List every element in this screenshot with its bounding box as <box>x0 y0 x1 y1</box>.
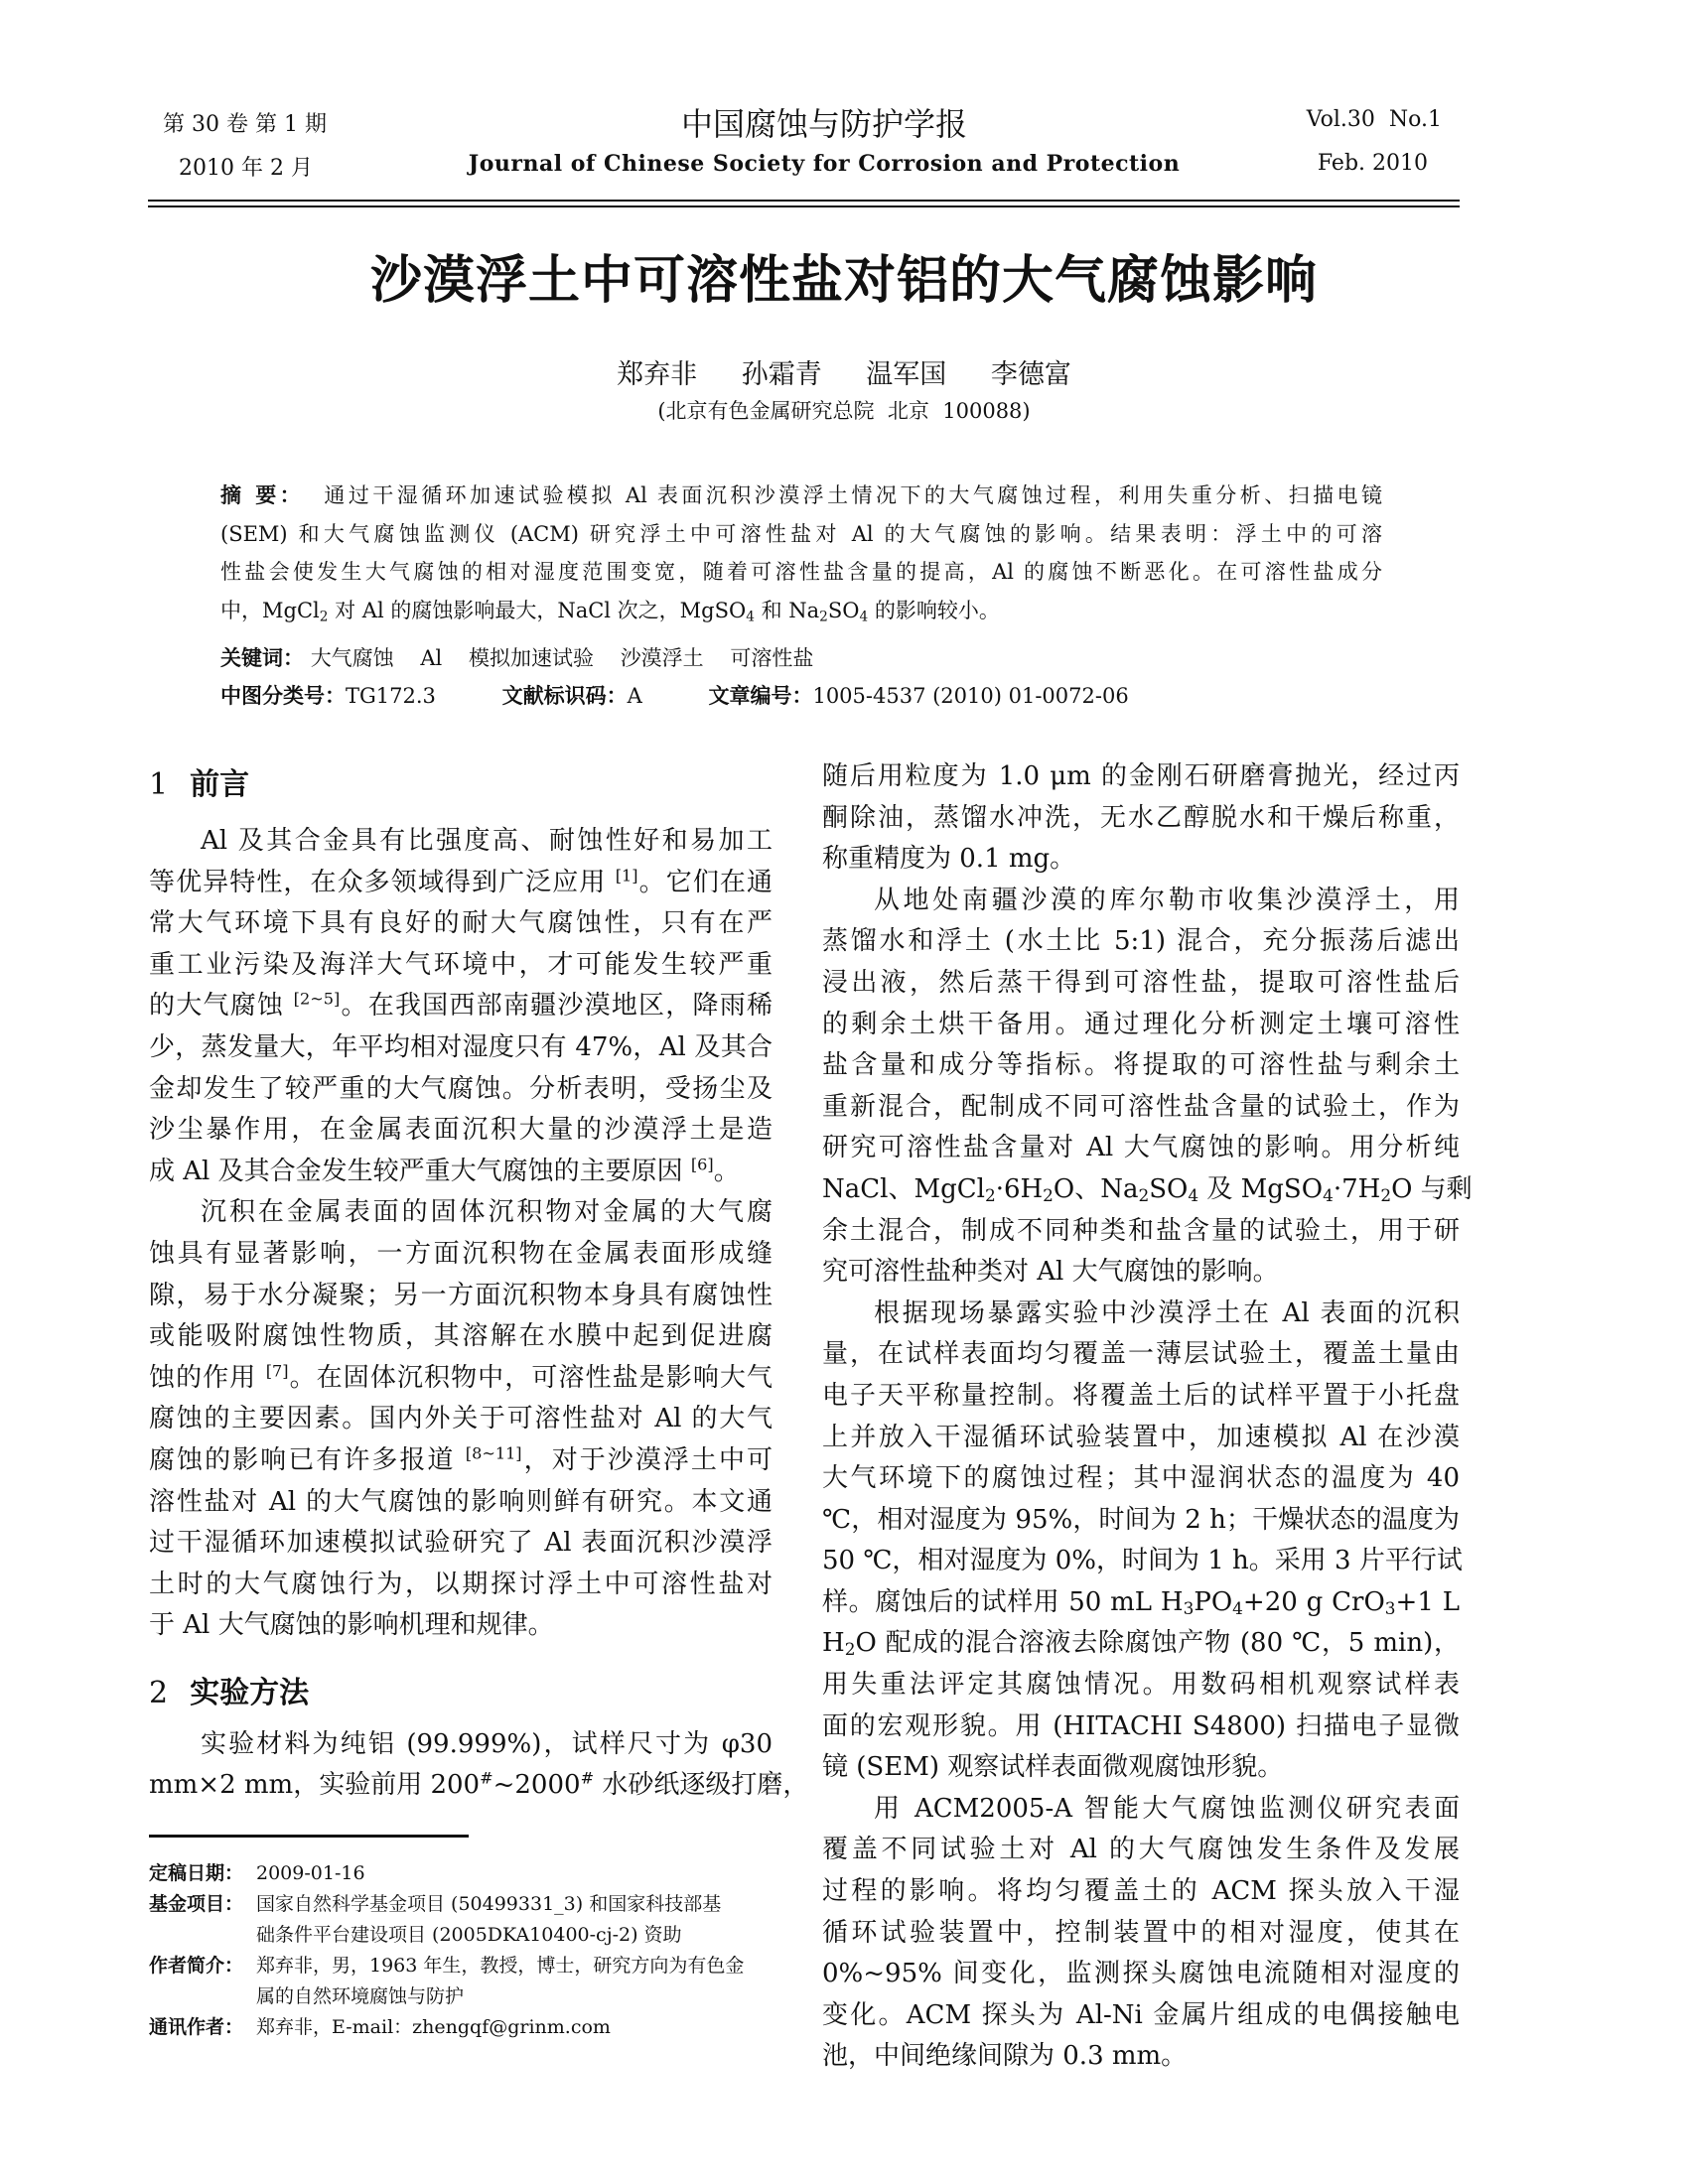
keywords <box>220 642 813 672</box>
paragraph <box>822 1789 1460 2078</box>
text-line: 等优异特性，在众多领域得到广泛应用 [1]。它们在通 <box>149 865 773 897</box>
text-line: 沉积在金属表面的固体沉积物对金属的大气腐 <box>201 1197 773 1228</box>
text-line: 腐蚀的影响已有许多报道 [8~11]，对于沙漠浮土中可 <box>149 1443 773 1475</box>
author: 郑弃非 <box>617 359 698 390</box>
text-line: 盐含量和成分等指标。将提取的可溶性盐与剩余土 <box>822 1050 1460 1081</box>
text-line: 实验材料为纯铝 (99.999%)，试样尺寸为 φ30 <box>201 1728 773 1759</box>
abstract-label: 摘 要： <box>220 483 305 507</box>
journal-title-en: Journal of Chinese Society for Corrosion and Protection <box>468 151 1181 177</box>
classification-info <box>220 680 1129 710</box>
author: 李德富 <box>990 359 1071 390</box>
abstract-line: 通过干湿循环加速试验模拟 Al 表面沉积沙漠浮土情况下的大气腐蚀过程，利用失重分析、扫描电镜 <box>324 483 1383 507</box>
footnote-label: 基金项目： <box>149 1893 244 1915</box>
text-line: 0%~95% 间变化，监测探头腐蚀电流随相对湿度的 <box>822 1959 1460 1989</box>
text-line: 镜 (SEM) 观察试样表面微观腐蚀形貌。 <box>822 1752 1284 1783</box>
text-line: 面的宏观形貌。用 (HITACHI S4800) 扫描电子显微 <box>822 1710 1460 1741</box>
text-line: 究可溶性盐种类对 Al 大气腐蚀的影响。 <box>822 1257 1279 1288</box>
text-line: 余土混合，制成不同种类和盐含量的试验土，用于研 <box>822 1215 1460 1246</box>
text-line: 沙尘暴作用，在金属表面沉积大量的沙漠浮土是造 <box>149 1115 773 1146</box>
text-line: 腐蚀的主要因素。国内外关于可溶性盐对 Al 的大气 <box>149 1404 773 1434</box>
section-heading-2 <box>149 1669 773 1718</box>
footnote-text: 础条件平台建设项目 (2005DKA10400-cj-2) 资助 <box>256 1924 682 1946</box>
abstract-line: 中，MgCl$_2$ 对 Al 的腐蚀影响最大，NaCl 次之，MgSO$_4$ 和 $Na_2SO_4$ 的影响较小。 <box>220 598 1000 625</box>
text-line: 变化。ACM 探头为 Al-Ni 金属片组成的电偶接触电 <box>822 1999 1460 2030</box>
abstract-line: (SEM) 和大气腐蚀监测仪 (ACM) 研究浮土中可溶性盐对 Al 的大气腐蚀的影响。结果表明：浮土中的可溶 <box>220 521 1382 546</box>
left-column <box>149 760 809 1807</box>
journal-title-cn: 中国腐蚀与防护学报 <box>680 105 967 143</box>
keywords-label: 关键词： <box>220 646 304 670</box>
text-line: 的大气腐蚀 [2~5]。在我国西部南疆沙漠地区，降雨稀 <box>149 989 773 1022</box>
keyword: Al <box>420 646 443 670</box>
text-line: 蚀的作用 [7]。在固体沉积物中，可溶性盐是影响大气 <box>149 1361 773 1393</box>
text-line: 过干湿循环加速模拟试验研究了 Al 表面沉积沙漠浮 <box>149 1528 773 1559</box>
footnote-text: 国家自然科学基金项目 (50499331_3) 和国家科技部基 <box>256 1893 722 1915</box>
footnote-row <box>149 1920 765 1951</box>
text-line: 隙，易于水分凝聚；另一方面沉积物本身具有腐蚀性 <box>149 1280 773 1310</box>
section-number: 2 <box>149 1675 169 1710</box>
footnote-text: 郑弃非，E-mail：zhengqf@grinm.com <box>256 2016 611 2038</box>
header-rule-bottom <box>148 205 1460 207</box>
text-line: 上并放入干湿循环试验装置中，加速模拟 Al 在沙漠 <box>822 1422 1460 1452</box>
paragraph <box>149 821 773 1192</box>
text-line: 蚀具有显著影响，一方面沉积物在金属表面形成缝 <box>149 1238 773 1269</box>
footnote-label: 作者简介： <box>149 1955 244 1977</box>
text-line: $H_2O$ 配成的混合溶液去除腐蚀产物 (80 ℃，5 min)， <box>822 1628 1460 1660</box>
paragraph <box>822 881 1473 1294</box>
footnote-row <box>149 1858 765 1889</box>
text-line: 酮除油，蒸馏水冲洗，无水乙醇脱水和干燥后称重， <box>822 802 1460 833</box>
abstract <box>220 477 1382 629</box>
text-line: 重新混合，配制成不同可溶性盐含量的试验土，作为 <box>822 1091 1460 1122</box>
article-title: 沙漠浮土中可溶性盐对铝的大气腐蚀影响 <box>369 251 1318 311</box>
date-en: Feb. 2010 <box>1317 151 1428 176</box>
footnote-row <box>149 1951 765 1981</box>
section-title: 实验方法 <box>190 1675 310 1710</box>
text-line: 从地处南疆沙漠的库尔勒市收集沙漠浮土，用 <box>874 885 1460 915</box>
article-no-value: 1005-4537 (2010) 01-0072-06 <box>812 684 1129 708</box>
text-line: 土时的大气腐蚀行为，以期探讨浮土中可溶性盐对 <box>149 1569 773 1599</box>
text-line: 溶性盐对 Al 的大气腐蚀的影响则鲜有研究。本文通 <box>149 1486 773 1517</box>
text-line: 量，在试样表面均匀覆盖一薄层试验土，覆盖土量由 <box>822 1339 1460 1370</box>
date-cn: 2010 年 2 月 <box>179 156 313 181</box>
volume-issue-cn: 第 30 卷 第 1 期 <box>163 112 327 137</box>
footnote-row <box>149 2012 765 2043</box>
footnote-text: 属的自然环境腐蚀与防护 <box>256 1985 465 2007</box>
footnotes <box>149 1858 765 2043</box>
text-line: 池，中间绝缘间隙为 0.3 mm。 <box>822 2041 1188 2072</box>
author: 孙霜青 <box>741 359 822 390</box>
text-line: 金却发生了较严重的大气腐蚀。分析表明，受扬尘及 <box>149 1073 773 1104</box>
abstract-line: 性盐会使发生大气腐蚀的相对湿度范围变宽，随着可溶性盐含量的提高，Al 的腐蚀不断恶化。在可溶性盐成分 <box>220 560 1382 585</box>
text-line: ℃，相对湿度为 95%，时间为 2 h；干燥状态的温度为 <box>822 1504 1460 1535</box>
text-line: 于 Al 大气腐蚀的影响机理和规律。 <box>149 1610 554 1641</box>
volume-issue-en: Vol.30 No.1 <box>1306 107 1442 132</box>
paragraph <box>149 1192 773 1647</box>
footnote-label <box>149 1981 256 2012</box>
text-line: 用失重法评定其腐蚀情况。用数码相机观察试样表 <box>822 1670 1460 1701</box>
text-line: 浸出液，然后蒸干得到可溶性盐，提取可溶性盐后 <box>822 967 1460 998</box>
text-line: 根据现场暴露实验中沙漠浮土在 Al 表面的沉积 <box>874 1297 1460 1328</box>
clc-value: TG172.3 <box>346 684 436 708</box>
affiliation: (北京有色金属研究总院 北京 100088) <box>657 399 1031 423</box>
footnote-label: 通讯作者： <box>149 2016 244 2038</box>
paragraph <box>822 1294 1463 1789</box>
text-line: 研究可溶性盐含量对 Al 大气腐蚀的影响。用分析纯 <box>822 1133 1460 1163</box>
text-line: NaCl、$MgCl_2\cdot 6H_2O$、$Na_2SO_4$ 及 $MgSO_4\cdot 7H_2O$ 与剩 <box>822 1173 1473 1206</box>
footnote-row <box>149 1981 765 2012</box>
text-line: 用 ACM2005-A 智能大气腐蚀监测仪研究表面 <box>874 1793 1460 1824</box>
text-line: 电子天平称量控制。将覆盖土后的试样平置于小托盘 <box>822 1380 1460 1411</box>
text-line: 蒸馏水和浮土 (水土比 5:1) 混合，充分振荡后滤出 <box>822 926 1460 957</box>
text-line: 成 Al 及其合金发生较严重大气腐蚀的主要原因 [6]。 <box>149 1155 740 1186</box>
text-line: 覆盖不同试验土对 Al 的大气腐蚀发生条件及发展 <box>822 1835 1460 1865</box>
section-title: 前言 <box>190 767 250 802</box>
paragraph <box>822 756 1460 881</box>
keyword: 大气腐蚀 <box>310 646 394 670</box>
text-line: 50 ℃，相对湿度为 0%，时间为 1 h。采用 3 片平行试 <box>822 1546 1463 1576</box>
text-line: 大气环境下的腐蚀过程；其中湿润状态的温度为 40 <box>822 1463 1460 1494</box>
section-number: 1 <box>149 767 169 802</box>
author-list <box>0 352 1688 391</box>
keyword: 沙漠浮土 <box>620 646 704 670</box>
clc-label: 中图分类号： <box>220 684 346 708</box>
text-line: 过程的影响。将均匀覆盖土的 ACM 探头放入干湿 <box>822 1876 1460 1907</box>
text-line: 少，蒸发量大，年平均相对湿度只有 47%，Al 及其合 <box>149 1031 773 1062</box>
keyword: 模拟加速试验 <box>468 646 594 670</box>
article-no-label: 文章编号： <box>708 684 813 708</box>
keyword: 可溶性盐 <box>730 646 814 670</box>
header-rule-top <box>148 200 1460 202</box>
text-line: 样。腐蚀后的试样用 50 mL $H_3PO_4+20$ g CrO$_3$+1 L <box>822 1586 1460 1619</box>
footnote-text: 2009-01-16 <box>256 1862 365 1884</box>
text-line: 或能吸附腐蚀性物质，其溶解在水膜中起到促进腐 <box>149 1321 773 1352</box>
text-line: 循环试验装置中，控制装置中的相对湿度，使其在 <box>822 1917 1460 1948</box>
text-line: 的剩余土烘干备用。通过理化分析测定土壤可溶性 <box>822 1009 1460 1039</box>
footnote-label: 定稿日期： <box>149 1862 244 1884</box>
doc-code-value: A <box>627 684 642 708</box>
text-line: 常大气环境下具有良好的耐大气腐蚀性，只有在严 <box>149 908 773 939</box>
doc-code-label: 文献标识码： <box>501 684 628 708</box>
footnote-text: 郑弃非，男，1963 年生，教授，博士，研究方向为有色金 <box>256 1955 745 1977</box>
text-line: 重工业污染及海洋大气环境中，才可能发生较严重 <box>149 949 773 980</box>
footnote-rule <box>149 1835 469 1838</box>
footnote-label <box>149 1920 256 1951</box>
section-heading-1 <box>149 760 773 810</box>
right-column <box>822 756 1473 2078</box>
text-line: 称重精度为 0.1 mg。 <box>822 844 1076 875</box>
text-line: mm×2 mm，实验前用 200#~2000# 水砂纸逐级打磨， <box>149 1768 809 1801</box>
author: 温军国 <box>866 359 947 390</box>
text-line: 随后用粒度为 1.0 μm 的金刚石研磨膏抛光，经过丙 <box>822 761 1460 791</box>
paragraph <box>149 1724 809 1807</box>
footnote-row <box>149 1889 765 1920</box>
text-line: Al 及其合金具有比强度高、耐蚀性好和易加工 <box>201 826 773 856</box>
